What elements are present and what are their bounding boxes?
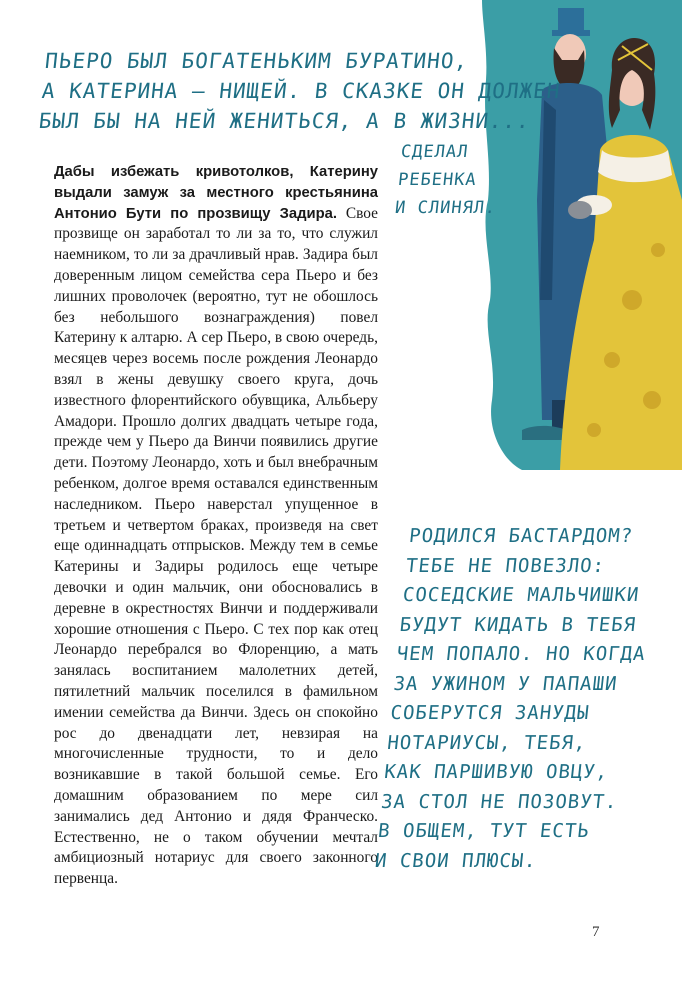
lead-sentence: Дабы избежать кривотолков, Катерину выдали замуж за местного крестьянина Антонио Бути по прозвищу Задира. [54, 164, 378, 222]
handwritten-caption-top: ПЬЕРО БЫЛ БОГАТЕНЬКИМ БУРАТИНО, А КАТЕРИНА — НИЩЕЙ. В СКАЗКЕ ОН ДОЛЖЕН БЫЛ БЫ НА НЕЙ ЖЕНИТЬСЯ, А В ЖИЗНИ... [37, 49, 562, 133]
handwritten-caption-side: СДЕЛАЛ РЕБЕНКА И СЛИНЯЛ. [394, 142, 498, 218]
handwritten-caption-middle: РОДИЛСЯ БАСТАРДОМ? ТЕБЕ НЕ ПОВЕЗЛО: СОСЕДСКИЕ МАЛЬЧИШКИ БУДУТ КИДАТЬ В ТЕБЯ ЧЕМ ПОПАЛО. НО КОГДА ЗА УЖИНОМ У ПАПАШИ СОБЕРУТСЯ ЗАНУДЫ НОТАРИУСЫ, ТЕБЯ, КАК ПАРШИВУЮ ОВЦУ, ЗА СТОЛ НЕ ПОЗОВУТ. В ОБЩЕМ, ТУТ ЕСТЬ И СВОИ ПЛЮСЫ. [373, 525, 647, 872]
page-number: 7 [592, 924, 600, 940]
body-paragraph: Свое прозвище он заработал то ли за то, что служил наемником, то ли за драчливый нрав. Задира был доверенным лицом семейства сера Пьеро и без лишних проволочек (вероятно, тут не обошлось без небольшого вознаграждения) повел Катерину к алтарю. А сер Пьеро, в свою очередь, месяцев через восемь после рождения Леонардо взял в жены девушку своего круга, дочь известного флорентийского обувщика, Альбьеру Амадори. Прошло долгих двадцать четыре года, прежде чем у Пьеро да Винчи появились другие дети. Поэтому Леонардо, хоть и был внебрачным ребенком, долгое время оставался единственным наследником. Пьеро наверстал упущенное в третьем и четвертом браках, произведя на свет еще одиннадцать отпрысков. Между тем в семье Катерины и Задиры родилось еще четыре девочки и один мальчик, они обосновались в деревне в окрестностях Винчи и поддерживали хорошие отношения с Пьеро. С тех пор как отец Леонардо перебрался во Флоренцию, а мать занялась воспитанием малолетних детей, пятилетний мальчик поселился в фамильном имении семейства да Винчи. Здесь он спокойно рос до двенадцати лет, невзирая на многочисленные трудности, то и дело возникавшие в такой большой семье. Его домашним образованием по мере сил занимались дед Антонио и дядя Франческо. Естественно, не о таком обучении мечтал амбициозный нотариус для своего законного первенца. [54, 204, 378, 888]
main-text-column [54, 162, 378, 890]
